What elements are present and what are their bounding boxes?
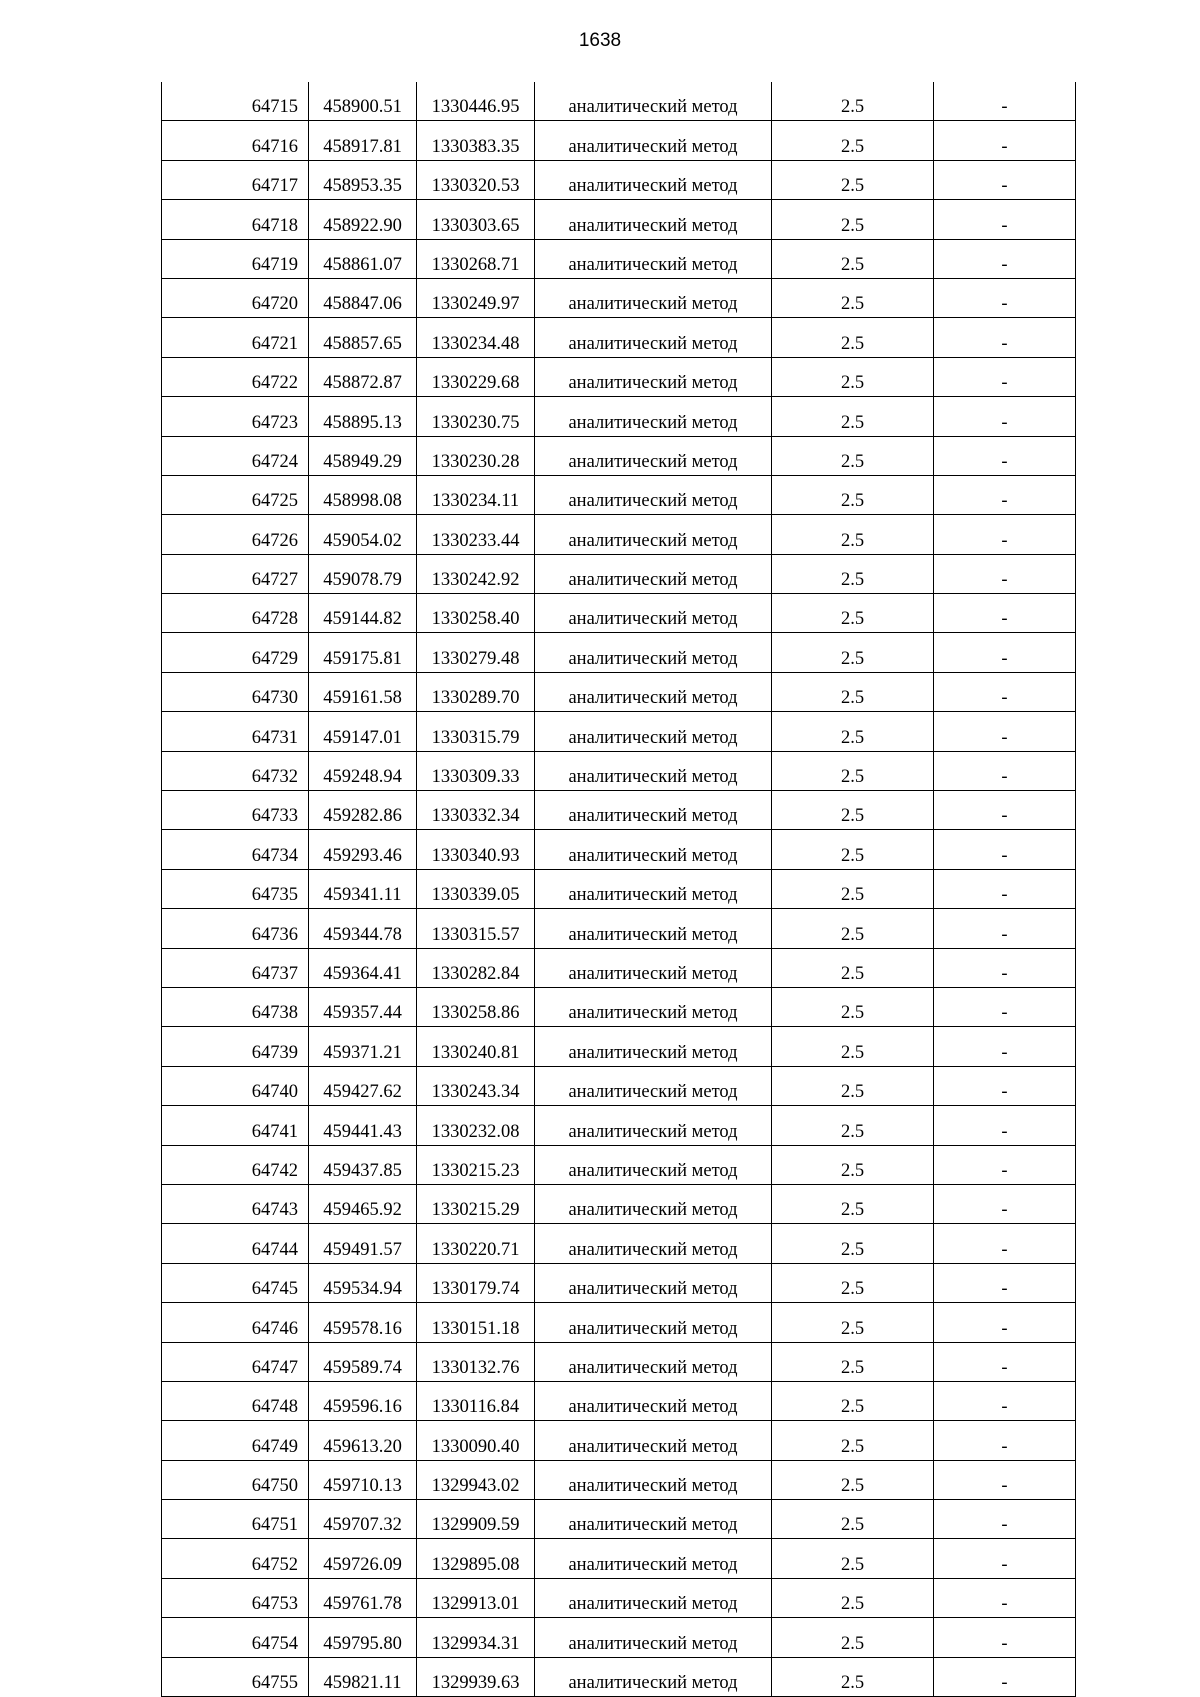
x-coordinate-cell: 459248.94 [309, 751, 417, 790]
point-number-cell: 64753 [162, 1578, 309, 1617]
x-coordinate-cell: 458900.51 [309, 82, 417, 121]
table-row [162, 869, 1076, 908]
x-coordinate-cell: 458917.81 [309, 121, 417, 160]
x-coordinate-cell: 459589.74 [309, 1342, 417, 1381]
y-coordinate-cell: 1330151.18 [417, 1303, 535, 1342]
method-cell: аналитический метод [535, 1500, 772, 1539]
table-row [162, 200, 1076, 239]
method-cell: аналитический метод [535, 594, 772, 633]
precision-cell: 2.5 [772, 712, 934, 751]
point-number-cell: 64724 [162, 436, 309, 475]
table-row [162, 357, 1076, 396]
note-cell: - [934, 791, 1076, 830]
point-number-cell: 64727 [162, 554, 309, 593]
x-coordinate-cell: 459341.11 [309, 869, 417, 908]
point-number-cell: 64742 [162, 1145, 309, 1184]
table-row [162, 791, 1076, 830]
table-row [162, 594, 1076, 633]
point-number-cell: 64716 [162, 121, 309, 160]
method-cell: аналитический метод [535, 672, 772, 711]
point-number-cell: 64749 [162, 1421, 309, 1460]
method-cell: аналитический метод [535, 830, 772, 869]
note-cell: - [934, 1263, 1076, 1302]
x-coordinate-cell: 459726.09 [309, 1539, 417, 1578]
precision-cell: 2.5 [772, 672, 934, 711]
x-coordinate-cell: 459441.43 [309, 1106, 417, 1145]
point-number-cell: 64730 [162, 672, 309, 711]
x-coordinate-cell: 459175.81 [309, 633, 417, 672]
method-cell: аналитический метод [535, 397, 772, 436]
method-cell: аналитический метод [535, 1460, 772, 1499]
point-number-cell: 64741 [162, 1106, 309, 1145]
table-row [162, 909, 1076, 948]
point-number-cell: 64738 [162, 987, 309, 1026]
point-number-cell: 64725 [162, 475, 309, 514]
x-coordinate-cell: 458998.08 [309, 475, 417, 514]
precision-cell: 2.5 [772, 1500, 934, 1539]
y-coordinate-cell: 1329939.63 [417, 1657, 535, 1696]
y-coordinate-cell: 1329943.02 [417, 1460, 535, 1499]
y-coordinate-cell: 1330279.48 [417, 633, 535, 672]
y-coordinate-cell: 1329909.59 [417, 1500, 535, 1539]
x-coordinate-cell: 458861.07 [309, 239, 417, 278]
method-cell: аналитический метод [535, 436, 772, 475]
y-coordinate-cell: 1330383.35 [417, 121, 535, 160]
precision-cell: 2.5 [772, 869, 934, 908]
table-row [162, 1578, 1076, 1617]
x-coordinate-cell: 459795.80 [309, 1618, 417, 1657]
y-coordinate-cell: 1330289.70 [417, 672, 535, 711]
table-row [162, 1184, 1076, 1223]
precision-cell: 2.5 [772, 397, 934, 436]
point-number-cell: 64736 [162, 909, 309, 948]
y-coordinate-cell: 1330230.28 [417, 436, 535, 475]
point-number-cell: 64715 [162, 82, 309, 121]
method-cell: аналитический метод [535, 1618, 772, 1657]
table-row [162, 475, 1076, 514]
method-cell: аналитический метод [535, 1027, 772, 1066]
table-row [162, 1539, 1076, 1578]
note-cell: - [934, 475, 1076, 514]
note-cell: - [934, 357, 1076, 396]
precision-cell: 2.5 [772, 357, 934, 396]
table-row [162, 1618, 1076, 1657]
x-coordinate-cell: 459821.11 [309, 1657, 417, 1696]
y-coordinate-cell: 1329913.01 [417, 1578, 535, 1617]
note-cell: - [934, 1303, 1076, 1342]
method-cell: аналитический метод [535, 1263, 772, 1302]
coordinates-table-body [162, 82, 1076, 1697]
precision-cell: 2.5 [772, 1539, 934, 1578]
x-coordinate-cell: 459427.62 [309, 1066, 417, 1105]
precision-cell: 2.5 [772, 1303, 934, 1342]
precision-cell: 2.5 [772, 751, 934, 790]
table-row [162, 672, 1076, 711]
y-coordinate-cell: 1330232.08 [417, 1106, 535, 1145]
y-coordinate-cell: 1330332.34 [417, 791, 535, 830]
precision-cell: 2.5 [772, 909, 934, 948]
precision-cell: 2.5 [772, 1263, 934, 1302]
point-number-cell: 64752 [162, 1539, 309, 1578]
note-cell: - [934, 1500, 1076, 1539]
point-number-cell: 64731 [162, 712, 309, 751]
table-row [162, 1027, 1076, 1066]
x-coordinate-cell: 459282.86 [309, 791, 417, 830]
x-coordinate-cell: 459534.94 [309, 1263, 417, 1302]
precision-cell: 2.5 [772, 1381, 934, 1420]
table-row [162, 515, 1076, 554]
precision-cell: 2.5 [772, 515, 934, 554]
table-row [162, 633, 1076, 672]
precision-cell: 2.5 [772, 1066, 934, 1105]
note-cell: - [934, 672, 1076, 711]
method-cell: аналитический метод [535, 1381, 772, 1420]
precision-cell: 2.5 [772, 436, 934, 475]
point-number-cell: 64755 [162, 1657, 309, 1696]
x-coordinate-cell: 459491.57 [309, 1224, 417, 1263]
note-cell: - [934, 1224, 1076, 1263]
x-coordinate-cell: 458895.13 [309, 397, 417, 436]
method-cell: аналитический метод [535, 791, 772, 830]
y-coordinate-cell: 1330240.81 [417, 1027, 535, 1066]
y-coordinate-cell: 1330315.79 [417, 712, 535, 751]
note-cell: - [934, 278, 1076, 317]
x-coordinate-cell: 458872.87 [309, 357, 417, 396]
method-cell: аналитический метод [535, 948, 772, 987]
note-cell: - [934, 948, 1076, 987]
method-cell: аналитический метод [535, 82, 772, 121]
note-cell: - [934, 712, 1076, 751]
point-number-cell: 64718 [162, 200, 309, 239]
y-coordinate-cell: 1330320.53 [417, 160, 535, 199]
precision-cell: 2.5 [772, 830, 934, 869]
note-cell: - [934, 830, 1076, 869]
method-cell: аналитический метод [535, 1578, 772, 1617]
precision-cell: 2.5 [772, 1421, 934, 1460]
method-cell: аналитический метод [535, 357, 772, 396]
table-row [162, 82, 1076, 121]
method-cell: аналитический метод [535, 318, 772, 357]
note-cell: - [934, 1618, 1076, 1657]
table-row [162, 1224, 1076, 1263]
method-cell: аналитический метод [535, 1539, 772, 1578]
table-row [162, 1106, 1076, 1145]
y-coordinate-cell: 1330268.71 [417, 239, 535, 278]
note-cell: - [934, 200, 1076, 239]
x-coordinate-cell: 459357.44 [309, 987, 417, 1026]
precision-cell: 2.5 [772, 1224, 934, 1263]
table-row [162, 554, 1076, 593]
table-row [162, 397, 1076, 436]
point-number-cell: 64728 [162, 594, 309, 633]
coordinates-table [161, 82, 1076, 1697]
point-number-cell: 64745 [162, 1263, 309, 1302]
y-coordinate-cell: 1329895.08 [417, 1539, 535, 1578]
method-cell: аналитический метод [535, 751, 772, 790]
note-cell: - [934, 1421, 1076, 1460]
table-row [162, 436, 1076, 475]
table-row [162, 239, 1076, 278]
x-coordinate-cell: 459710.13 [309, 1460, 417, 1499]
y-coordinate-cell: 1330315.57 [417, 909, 535, 948]
point-number-cell: 64748 [162, 1381, 309, 1420]
table-row [162, 751, 1076, 790]
point-number-cell: 64732 [162, 751, 309, 790]
x-coordinate-cell: 459465.92 [309, 1184, 417, 1223]
y-coordinate-cell: 1330234.48 [417, 318, 535, 357]
precision-cell: 2.5 [772, 594, 934, 633]
precision-cell: 2.5 [772, 1027, 934, 1066]
y-coordinate-cell: 1330243.34 [417, 1066, 535, 1105]
y-coordinate-cell: 1330339.05 [417, 869, 535, 908]
x-coordinate-cell: 458847.06 [309, 278, 417, 317]
point-number-cell: 64721 [162, 318, 309, 357]
note-cell: - [934, 1578, 1076, 1617]
table-row [162, 160, 1076, 199]
y-coordinate-cell: 1330179.74 [417, 1263, 535, 1302]
x-coordinate-cell: 459344.78 [309, 909, 417, 948]
precision-cell: 2.5 [772, 633, 934, 672]
note-cell: - [934, 318, 1076, 357]
y-coordinate-cell: 1330220.71 [417, 1224, 535, 1263]
note-cell: - [934, 1066, 1076, 1105]
method-cell: аналитический метод [535, 1224, 772, 1263]
note-cell: - [934, 554, 1076, 593]
method-cell: аналитический метод [535, 1303, 772, 1342]
note-cell: - [934, 515, 1076, 554]
table-row [162, 1500, 1076, 1539]
point-number-cell: 64740 [162, 1066, 309, 1105]
method-cell: аналитический метод [535, 712, 772, 751]
x-coordinate-cell: 459293.46 [309, 830, 417, 869]
y-coordinate-cell: 1330234.11 [417, 475, 535, 514]
point-number-cell: 64733 [162, 791, 309, 830]
x-coordinate-cell: 459078.79 [309, 554, 417, 593]
method-cell: аналитический метод [535, 554, 772, 593]
point-number-cell: 64735 [162, 869, 309, 908]
note-cell: - [934, 1027, 1076, 1066]
point-number-cell: 64726 [162, 515, 309, 554]
method-cell: аналитический метод [535, 1106, 772, 1145]
precision-cell: 2.5 [772, 1578, 934, 1617]
method-cell: аналитический метод [535, 1657, 772, 1696]
x-coordinate-cell: 459613.20 [309, 1421, 417, 1460]
point-number-cell: 64723 [162, 397, 309, 436]
table-row [162, 712, 1076, 751]
x-coordinate-cell: 459144.82 [309, 594, 417, 633]
precision-cell: 2.5 [772, 278, 934, 317]
point-number-cell: 64739 [162, 1027, 309, 1066]
x-coordinate-cell: 459578.16 [309, 1303, 417, 1342]
method-cell: аналитический метод [535, 633, 772, 672]
point-number-cell: 64729 [162, 633, 309, 672]
method-cell: аналитический метод [535, 1066, 772, 1105]
method-cell: аналитический метод [535, 1421, 772, 1460]
table-row [162, 1145, 1076, 1184]
table-row [162, 1263, 1076, 1302]
method-cell: аналитический метод [535, 1184, 772, 1223]
x-coordinate-cell: 459437.85 [309, 1145, 417, 1184]
x-coordinate-cell: 458949.29 [309, 436, 417, 475]
x-coordinate-cell: 459761.78 [309, 1578, 417, 1617]
page-number: 1638 [578, 30, 622, 51]
table-row [162, 1303, 1076, 1342]
y-coordinate-cell: 1330258.40 [417, 594, 535, 633]
y-coordinate-cell: 1330258.86 [417, 987, 535, 1026]
x-coordinate-cell: 459707.32 [309, 1500, 417, 1539]
note-cell: - [934, 594, 1076, 633]
table-row [162, 1421, 1076, 1460]
precision-cell: 2.5 [772, 121, 934, 160]
x-coordinate-cell: 458857.65 [309, 318, 417, 357]
note-cell: - [934, 1460, 1076, 1499]
y-coordinate-cell: 1330229.68 [417, 357, 535, 396]
y-coordinate-cell: 1330132.76 [417, 1342, 535, 1381]
precision-cell: 2.5 [772, 1342, 934, 1381]
table-row [162, 121, 1076, 160]
precision-cell: 2.5 [772, 1657, 934, 1696]
method-cell: аналитический метод [535, 200, 772, 239]
x-coordinate-cell: 459161.58 [309, 672, 417, 711]
note-cell: - [934, 1106, 1076, 1145]
method-cell: аналитический метод [535, 239, 772, 278]
note-cell: - [934, 160, 1076, 199]
note-cell: - [934, 239, 1076, 278]
y-coordinate-cell: 1330215.23 [417, 1145, 535, 1184]
table-row [162, 830, 1076, 869]
precision-cell: 2.5 [772, 200, 934, 239]
precision-cell: 2.5 [772, 1184, 934, 1223]
x-coordinate-cell: 459147.01 [309, 712, 417, 751]
table-row [162, 1460, 1076, 1499]
x-coordinate-cell: 459371.21 [309, 1027, 417, 1066]
note-cell: - [934, 909, 1076, 948]
point-number-cell: 64717 [162, 160, 309, 199]
table-row [162, 318, 1076, 357]
y-coordinate-cell: 1330116.84 [417, 1381, 535, 1420]
note-cell: - [934, 1539, 1076, 1578]
note-cell: - [934, 1342, 1076, 1381]
point-number-cell: 64751 [162, 1500, 309, 1539]
method-cell: аналитический метод [535, 909, 772, 948]
precision-cell: 2.5 [772, 791, 934, 830]
y-coordinate-cell: 1329934.31 [417, 1618, 535, 1657]
y-coordinate-cell: 1330446.95 [417, 82, 535, 121]
point-number-cell: 64722 [162, 357, 309, 396]
x-coordinate-cell: 459054.02 [309, 515, 417, 554]
y-coordinate-cell: 1330215.29 [417, 1184, 535, 1223]
method-cell: аналитический метод [535, 1342, 772, 1381]
y-coordinate-cell: 1330309.33 [417, 751, 535, 790]
precision-cell: 2.5 [772, 160, 934, 199]
method-cell: аналитический метод [535, 1145, 772, 1184]
table-row [162, 1066, 1076, 1105]
method-cell: аналитический метод [535, 869, 772, 908]
method-cell: аналитический метод [535, 278, 772, 317]
note-cell: - [934, 436, 1076, 475]
note-cell: - [934, 1381, 1076, 1420]
point-number-cell: 64737 [162, 948, 309, 987]
method-cell: аналитический метод [535, 475, 772, 514]
note-cell: - [934, 121, 1076, 160]
point-number-cell: 64746 [162, 1303, 309, 1342]
y-coordinate-cell: 1330303.65 [417, 200, 535, 239]
precision-cell: 2.5 [772, 1618, 934, 1657]
note-cell: - [934, 1184, 1076, 1223]
precision-cell: 2.5 [772, 1106, 934, 1145]
precision-cell: 2.5 [772, 987, 934, 1026]
x-coordinate-cell: 458922.90 [309, 200, 417, 239]
table-row [162, 1342, 1076, 1381]
x-coordinate-cell: 459364.41 [309, 948, 417, 987]
y-coordinate-cell: 1330249.97 [417, 278, 535, 317]
note-cell: - [934, 869, 1076, 908]
precision-cell: 2.5 [772, 948, 934, 987]
y-coordinate-cell: 1330233.44 [417, 515, 535, 554]
precision-cell: 2.5 [772, 475, 934, 514]
table-row [162, 1657, 1076, 1696]
note-cell: - [934, 1657, 1076, 1696]
y-coordinate-cell: 1330230.75 [417, 397, 535, 436]
point-number-cell: 64744 [162, 1224, 309, 1263]
y-coordinate-cell: 1330242.92 [417, 554, 535, 593]
method-cell: аналитический метод [535, 121, 772, 160]
point-number-cell: 64754 [162, 1618, 309, 1657]
method-cell: аналитический метод [535, 987, 772, 1026]
table-row [162, 278, 1076, 317]
precision-cell: 2.5 [772, 1460, 934, 1499]
precision-cell: 2.5 [772, 554, 934, 593]
note-cell: - [934, 751, 1076, 790]
point-number-cell: 64743 [162, 1184, 309, 1223]
point-number-cell: 64747 [162, 1342, 309, 1381]
precision-cell: 2.5 [772, 1145, 934, 1184]
y-coordinate-cell: 1330282.84 [417, 948, 535, 987]
note-cell: - [934, 1145, 1076, 1184]
x-coordinate-cell: 459596.16 [309, 1381, 417, 1420]
point-number-cell: 64719 [162, 239, 309, 278]
table-row [162, 987, 1076, 1026]
point-number-cell: 64750 [162, 1460, 309, 1499]
note-cell: - [934, 987, 1076, 1026]
method-cell: аналитический метод [535, 160, 772, 199]
table-row [162, 948, 1076, 987]
table-row [162, 1381, 1076, 1420]
precision-cell: 2.5 [772, 318, 934, 357]
note-cell: - [934, 397, 1076, 436]
method-cell: аналитический метод [535, 515, 772, 554]
point-number-cell: 64734 [162, 830, 309, 869]
y-coordinate-cell: 1330340.93 [417, 830, 535, 869]
point-number-cell: 64720 [162, 278, 309, 317]
x-coordinate-cell: 458953.35 [309, 160, 417, 199]
note-cell: - [934, 633, 1076, 672]
y-coordinate-cell: 1330090.40 [417, 1421, 535, 1460]
precision-cell: 2.5 [772, 239, 934, 278]
note-cell: - [934, 82, 1076, 121]
precision-cell: 2.5 [772, 82, 934, 121]
